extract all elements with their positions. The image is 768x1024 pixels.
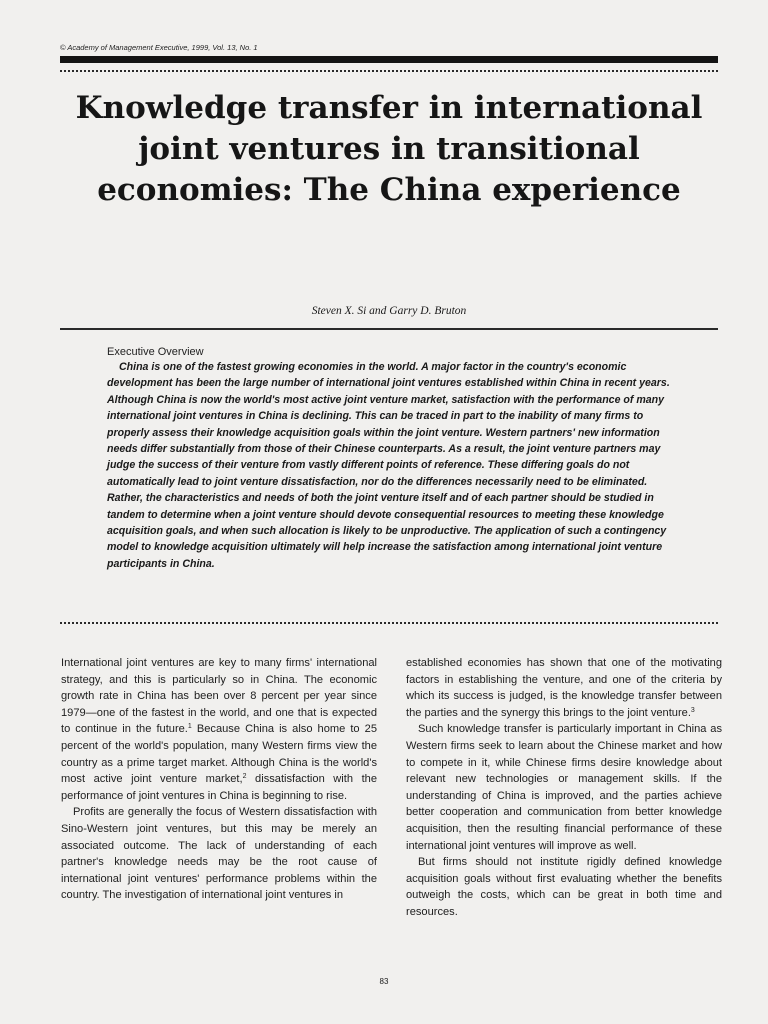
body-paragraph: But firms should not institute rigidly defined knowledge acquisition goals without first evaluating whether the benefits outweigh the costs, which can be great in both time and resources. bbox=[406, 856, 722, 918]
body-paragraph: International joint ventures are key to many firms' international strategy, and this is particularly so in China. The economic growth rate in China has been over 8 percent per year since 1979—one of the fastest in the world, and one that is expected to continue in the future.$^1$ Because China is also home to 25 percent of the world's population, many Western firms view the country as a prime target market. Although China is the world's most active joint venture market,$^2$ dissatisfaction with the performance of joint ventures in China is beginning to rise. bbox=[61, 657, 377, 802]
page-number: 83 bbox=[379, 977, 389, 986]
article-title: Knowledge transfer in international joint ventures in transitional economies: The China experience bbox=[75, 90, 703, 208]
footnote-ref: 2 bbox=[242, 773, 247, 781]
authors: Steven X. Si and Garry D. Bruton bbox=[311, 305, 467, 317]
body-paragraph: established economies has shown that one of the motivating factors in establishing the venture, and one of the criteria by which its success is judged, is the knowledge transfer between the parties and the synergy this brings to the joint venture.$^3$ bbox=[406, 657, 722, 719]
footnote-ref: 3 bbox=[690, 706, 695, 714]
footnote-ref: 1 bbox=[187, 723, 192, 731]
header-rule bbox=[60, 56, 718, 63]
authors-rule bbox=[60, 328, 718, 330]
body-paragraph: Profits are generally the focus of Western dissatisfaction with Sino-Western joint ventures, but this may be merely an associated outcome. The lack of understanding of each partner's knowledge needs may be the root cause of international joint ventures' performance problems within the country. The investigation of international joint ventures in bbox=[61, 806, 377, 902]
body-column-right bbox=[406, 655, 722, 921]
executive-overview bbox=[107, 345, 677, 572]
journal-citation: © Academy of Management Executive, 1999, Vol. 13, No. 1 bbox=[60, 43, 258, 52]
header-dotted-rule bbox=[60, 70, 718, 72]
abstract-text: China is one of the fastest growing economies in the world. A major factor in the country's economic development has been the large number of international joint ventures established within China in recent years. Although China is now the world's most active joint venture market, satisfaction with the performance of many international joint ventures in China is declining. This can be traced in part to the inability of many firms to properly assess their knowledge acquisition goals within the joint venture. Western partners' new information needs differ substantially from those of their Chinese counterparts. As a result, the joint venture partners may judge the success of their venture from vastly different points of reference. These differing goals do not automatically lead to joint venture dissatisfaction, nor do the differences necessarily need to be eliminated. Rather, the characteristics and needs of both the joint venture itself and of each partner should be studied in tandem to determine when a joint venture should devote consequential resources to meeting these knowledge acquisition goals, and when such allocation is likely to be unproductive. The application of such a contingency model to knowledge acquisition ultimately will help increase the satisfaction among international joint venture participants in China. bbox=[107, 361, 670, 570]
body-paragraph: Such knowledge transfer is particularly important in China as Western firms seek to learn about the Chinese market and how to compete in it, while Chinese firms desire knowledge about relevant new technologies or management skills. If the understanding of China is improved, and the parties achieve better cooperation and communication from better knowledge acquisition, then the resulting financial performance of these international joint ventures will improve as well. bbox=[406, 723, 722, 852]
abstract-label: Executive Overview bbox=[107, 346, 204, 358]
body-column-left bbox=[61, 655, 377, 904]
abstract-dotted-rule bbox=[60, 622, 718, 624]
